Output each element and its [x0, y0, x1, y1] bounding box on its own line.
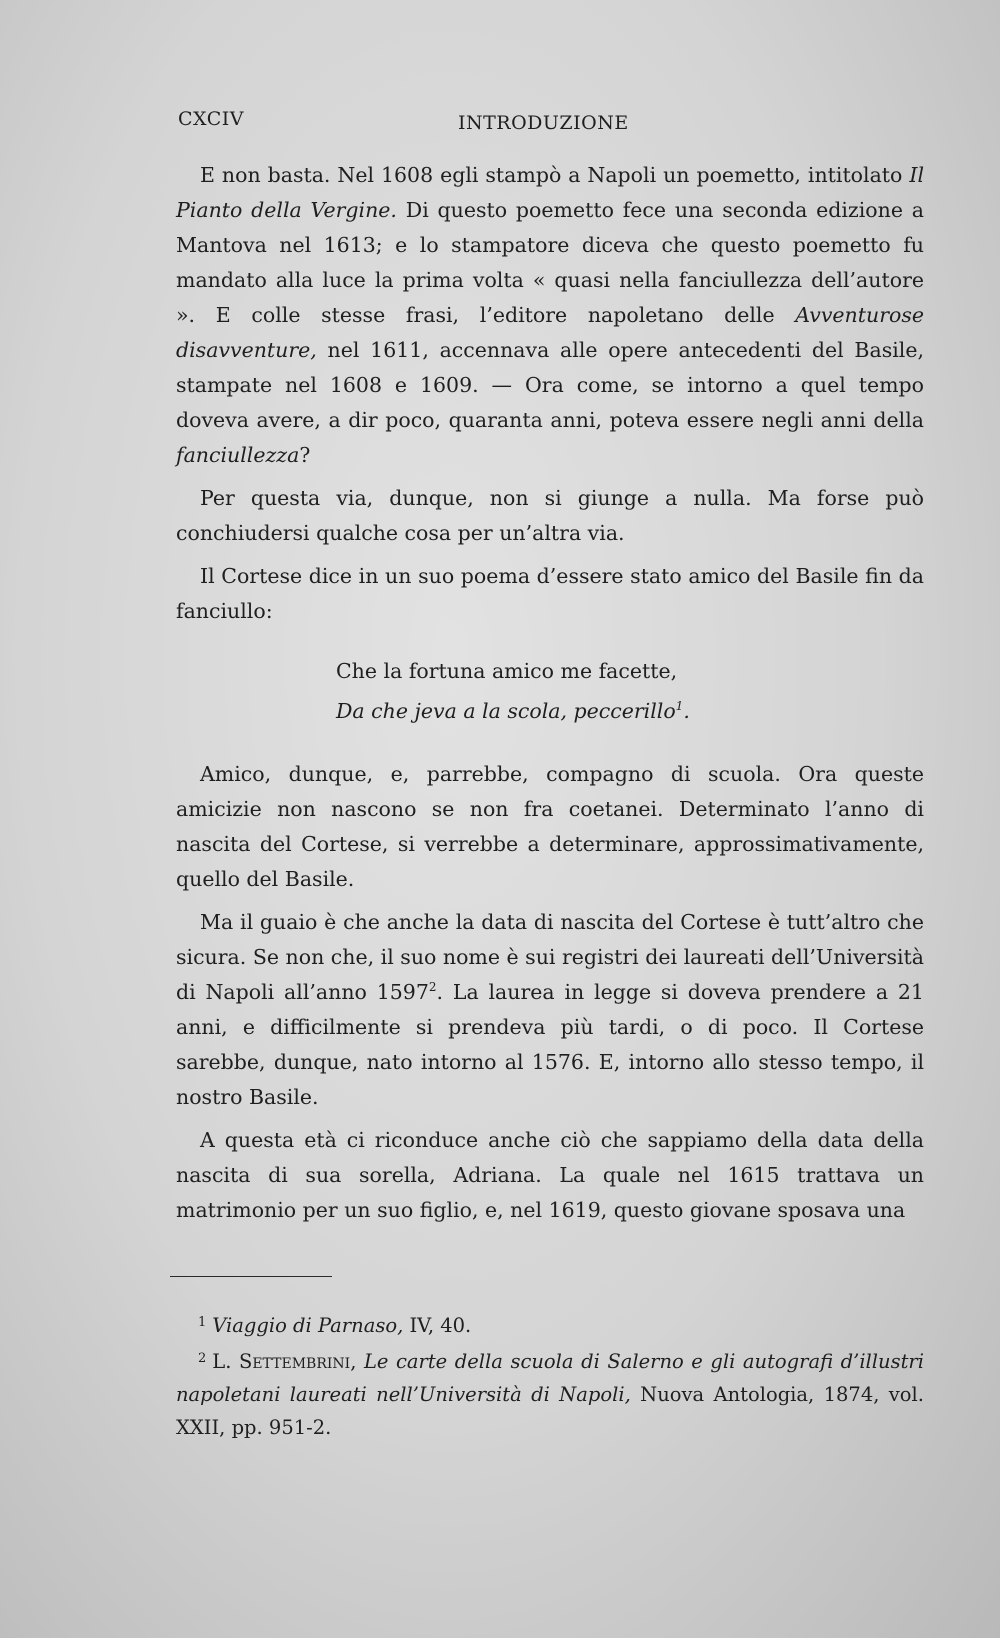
footnote-2	[176, 1342, 924, 1444]
footnote-1-rest: IV, 40.	[403, 1314, 472, 1337]
paragraph-5-text-a: Ma il guaio è che anche la data di nascita del Cortese è tutt’altro che sicura. Se non che, il suo nome è sui registri dei laureati dell’Università di Napoli all’anno 1597	[176, 910, 924, 1004]
footnote-divider	[170, 1276, 332, 1277]
paragraph-4: Amico, dunque, e, parrebbe, compagno di scuola. Ora queste amicizie non nascono se non fra coetanei. Determinato l’anno di nascita del Cortese, si verrebbe a determinare, approssimativamente, quello del Basile.	[176, 762, 924, 891]
verse-line-2-end: .	[683, 699, 690, 723]
paragraph-1-text-d: ?	[299, 443, 311, 467]
footnote-1-title: Viaggio di Parnaso,	[212, 1314, 404, 1337]
paragraph-1-text-c: nel 1611, accennava alle opere antecedenti del Basile, stampate nel 1608 e 1609. — Ora come, se intorno a quel tempo doveva avere, a dir poco, quaranta anni, poteva essere negli anni della	[176, 338, 924, 432]
footnote-ref-1[interactable]: 1	[675, 699, 684, 714]
work-title-pianto: Il Pianto della Vergine.	[176, 163, 924, 222]
work-title-avventurose: Avventurose disavventure,	[176, 303, 924, 362]
running-header	[178, 108, 918, 138]
paragraph-1-text-b: Di questo poemetto fece una seconda edizione a Mantova nel 1613; e lo stampatore diceva che questo poemetto fu mandato alla luce la prima volta « quasi nella fanciullezza dell’autore ». E colle stesse frasi, l’editore napoletano delle	[176, 198, 924, 327]
footnote-2-number: 2	[198, 1351, 207, 1366]
paragraph-1-text-a: E non basta. Nel 1608 egli stampò a Napoli un poemetto, intitolato	[200, 163, 903, 187]
verse-quote	[336, 651, 924, 731]
emphasis-fanciullezza: fanciullezza	[176, 443, 300, 467]
paragraph-6: A questa età ci riconduce anche ciò che sappiamo della data della nascita di sua sorella, Adriana. La quale nel 1615 trattava un matrimonio per un suo figlio, e, nel 1619, questo giovane sposava una	[176, 1128, 924, 1222]
footnote-2-author: L. Settembrini,	[212, 1350, 357, 1373]
footnote-ref-2[interactable]: 2	[428, 980, 437, 995]
page-number: CXCIV	[178, 108, 244, 130]
footnote-2-title: Le carte della scuola di Salerno e gli autografi d’illustri napoletani laureati nell’Università di Napoli,	[176, 1350, 924, 1406]
paragraph-5	[176, 905, 924, 1115]
footnote-1	[176, 1306, 924, 1342]
paragraph-2: Per questa via, dunque, non si giunge a nulla. Ma forse può conchiudersi qualche cosa per un’altra via.	[176, 486, 924, 545]
footnotes	[176, 1306, 924, 1444]
verse-line-2	[336, 691, 924, 731]
main-text	[176, 158, 924, 1236]
footnote-2-rest: Nuova Antologia, 1874, vol. XXII, pp. 951-2.	[176, 1383, 924, 1439]
footnote-1-number: 1	[198, 1315, 207, 1330]
paragraph-1	[176, 158, 924, 473]
verse-line-1: Che la fortuna amico me facette,	[336, 659, 678, 683]
running-title: INTRODUZIONE	[458, 112, 629, 134]
verse-line-2-text: Da che jeva a la scola, peccerillo	[336, 699, 676, 723]
paragraph-5-text-b: . La laurea in legge si doveva prendere a 21 anni, e difficilmente si prendeva più tardi, o di poco. Il Cortese sarebbe, dunque, nato intorno al 1576. E, intorno allo stesso tempo, il nostro Basile.	[176, 980, 924, 1109]
paragraph-3: Il Cortese dice in un suo poema d’essere stato amico del Basile fin da fanciullo:	[176, 564, 924, 623]
